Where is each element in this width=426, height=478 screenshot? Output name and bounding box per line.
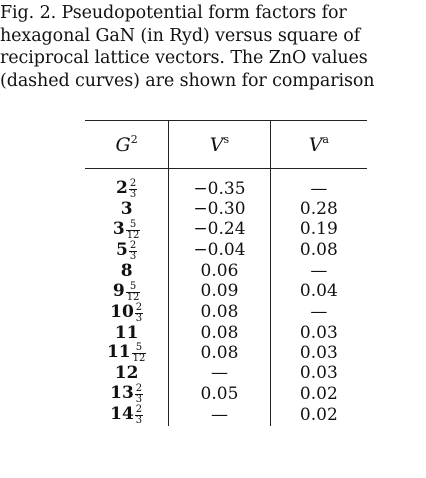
table-row (85, 262, 367, 282)
g-integer: 11 (114, 322, 139, 343)
g-integer: 5 (116, 239, 128, 260)
g-fraction-numerator: 5 (126, 220, 141, 231)
cell-v-antisymmetric: 0.02 (299, 404, 338, 425)
cell-v-antisymmetric: 0.03 (299, 342, 338, 363)
g-fraction-numerator: 5 (126, 282, 141, 293)
cell-v-antisymmetric: — (310, 260, 328, 281)
cell-v-symmetric: — (169, 405, 270, 426)
cell-v-symmetric: — (169, 364, 270, 384)
cell-v-antisymmetric: — (310, 178, 328, 199)
g-fraction-denominator: 3 (135, 415, 143, 427)
g-fraction-numerator: 2 (129, 178, 137, 189)
table-row (85, 405, 367, 426)
table-row (85, 364, 367, 384)
table-row (85, 200, 367, 220)
cell-v-symmetric: −0.30 (169, 200, 270, 220)
cell-v-symmetric: −0.04 (169, 241, 270, 262)
cell-v-symmetric: 0.09 (169, 282, 270, 303)
g-fraction-numerator: 2 (129, 239, 137, 251)
cell-v-symmetric: −0.24 (169, 220, 270, 241)
table-row (85, 169, 367, 201)
g-integer: 14 (110, 404, 134, 425)
cell-v-antisymmetric: 0.28 (299, 199, 338, 219)
form-factor-table-wrap (85, 120, 367, 426)
cell-g-squared (85, 262, 169, 282)
g-fraction (126, 220, 141, 241)
cell-v-antisymmetric: 0.08 (299, 240, 338, 261)
form-factor-table (85, 120, 367, 426)
g-fraction-numerator: 2 (135, 383, 143, 395)
header-g-squared (85, 121, 169, 169)
cell-g-squared (85, 282, 169, 303)
table-header-row (85, 121, 367, 169)
table-row (85, 303, 367, 324)
g-fraction (135, 405, 143, 426)
g-integer: 2 (116, 178, 128, 198)
cell-g-squared (85, 169, 169, 201)
g-fraction-numerator: 2 (135, 301, 143, 313)
table-row (85, 241, 367, 262)
caption-line-2: hexagonal GaN (in Ryd) versus square of (0, 25, 361, 46)
table-row (85, 384, 367, 405)
g-fraction-denominator: 12 (126, 291, 140, 303)
g-fraction-denominator: 3 (129, 189, 137, 200)
g-integer: 10 (110, 301, 134, 322)
header-vs-main: V (209, 134, 224, 156)
cell-v-antisymmetric: 0.19 (299, 219, 338, 240)
table-row (85, 220, 367, 241)
cell-v-symmetric: 0.08 (169, 343, 270, 364)
cell-g-squared (85, 241, 169, 262)
g-integer: 8 (120, 260, 133, 281)
cell-v-symmetric: −0.35 (169, 169, 270, 201)
cell-v-antisymmetric: — (310, 302, 328, 323)
table-body (85, 169, 367, 427)
header-g-sup: 2 (130, 133, 138, 146)
cell-g-squared (85, 324, 169, 344)
cell-v-symmetric: 0.08 (169, 303, 270, 324)
cell-g-squared (85, 343, 169, 364)
header-va-main: V (308, 134, 323, 156)
g-fraction-denominator: 3 (135, 312, 143, 324)
g-fraction (135, 384, 143, 405)
cell-v-symmetric: 0.06 (169, 262, 270, 282)
g-integer: 12 (114, 363, 139, 384)
cell-v-antisymmetric: 0.03 (299, 322, 338, 343)
table-row (85, 324, 367, 344)
cell-v-symmetric: 0.05 (169, 384, 270, 405)
caption-line-4: (dashed curves) are shown for comparison (0, 70, 375, 91)
cell-g-squared (85, 303, 169, 324)
cell-g-squared (85, 364, 169, 384)
g-fraction-denominator: 3 (135, 394, 143, 406)
cell-v-antisymmetric: 0.03 (299, 363, 338, 384)
g-fraction (132, 343, 147, 364)
cell-v-antisymmetric: 0.04 (299, 281, 338, 302)
cell-g-squared (85, 384, 169, 405)
g-fraction-denominator: 3 (129, 250, 137, 262)
cell-g-squared (85, 220, 169, 241)
header-va-sup: a (322, 133, 329, 146)
g-integer: 3 (120, 199, 133, 219)
g-fraction (126, 282, 141, 303)
header-v-antisymmetric (270, 121, 367, 169)
cell-v-symmetric: 0.08 (169, 324, 270, 344)
header-g-main: G (115, 134, 131, 156)
table-row (85, 282, 367, 303)
caption-line-3: reciprocal lattice vectors. The ZnO values (0, 48, 368, 68)
g-fraction-numerator: 2 (135, 404, 143, 416)
cell-g-squared (85, 200, 169, 220)
g-fraction (135, 303, 143, 324)
header-vs-sup: s (223, 133, 230, 146)
g-integer: 11 (106, 342, 131, 363)
cell-v-antisymmetric: 0.02 (299, 383, 338, 404)
cell-g-squared (85, 405, 169, 426)
g-fraction-denominator: 12 (126, 229, 140, 241)
caption-line-1: Fig. 2. Pseudopotential form factors for (0, 3, 347, 23)
header-v-symmetric (169, 121, 270, 169)
table-row (85, 343, 367, 364)
g-fraction-denominator: 12 (132, 353, 146, 365)
g-fraction (129, 241, 137, 262)
g-integer: 3 (112, 218, 125, 239)
g-integer: 13 (110, 383, 134, 404)
g-fraction-numerator: 5 (132, 343, 147, 354)
figure-caption (0, 2, 422, 92)
g-fraction (129, 179, 137, 200)
g-integer: 9 (112, 280, 125, 301)
